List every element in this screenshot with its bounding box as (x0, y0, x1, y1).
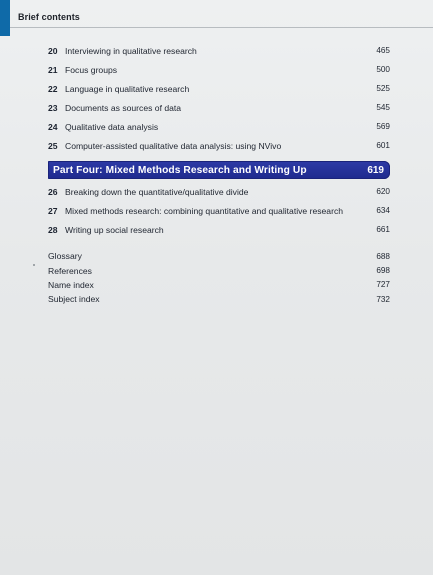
back-matter-page: 688 (376, 251, 390, 261)
chapter-page: 500 (376, 65, 390, 74)
toc-row (48, 201, 390, 220)
chapter-page: 620 (376, 187, 390, 196)
chapter-page: 465 (376, 46, 390, 55)
back-matter-title: Subject index (48, 294, 100, 305)
toc-row (48, 136, 390, 155)
chapter-title: Documents as sources of data (65, 102, 182, 113)
toc-row (48, 79, 390, 98)
chapter-number: 22 (48, 83, 58, 94)
chapter-title: Computer-assisted qualitative data analysis: using NVivo (65, 140, 282, 151)
back-matter-row (48, 263, 390, 277)
toc-row (48, 182, 390, 201)
chapter-page: 661 (376, 225, 390, 234)
chapter-title: Mixed methods research: combining quantitative and qualitative research (65, 205, 344, 216)
back-matter-title: Name index (48, 279, 94, 290)
running-head: Brief contents (18, 12, 80, 22)
chapter-title: Writing up social research (65, 224, 164, 235)
table-of-contents (48, 41, 390, 239)
toc-row (48, 41, 390, 60)
corner-tab (0, 0, 10, 36)
chapter-page: 545 (376, 103, 390, 112)
toc-row (48, 60, 390, 79)
chapter-number: 21 (48, 64, 58, 75)
back-matter-page: 698 (376, 266, 390, 276)
back-matter-page: 727 (376, 280, 390, 290)
back-matter-list (48, 249, 390, 307)
page-speck (33, 264, 35, 266)
back-matter-row (48, 278, 390, 292)
chapter-page: 525 (376, 84, 390, 93)
chapter-title: Breaking down the quantitative/qualitative divide (65, 186, 249, 197)
back-matter-title: References (48, 265, 92, 276)
toc-row (48, 98, 390, 117)
chapter-number: 28 (48, 224, 58, 235)
back-matter-page: 732 (376, 294, 390, 304)
chapter-title: Focus groups (65, 64, 118, 75)
chapter-number: 27 (48, 205, 58, 216)
chapter-number: 23 (48, 102, 58, 113)
back-matter-row (48, 249, 390, 263)
part-title: Part Four: Mixed Methods Research and Writing Up (53, 164, 307, 176)
chapter-page: 634 (376, 206, 390, 215)
back-matter-title: Glossary (48, 251, 82, 262)
chapter-number: 26 (48, 186, 58, 197)
part-page: 619 (367, 164, 384, 176)
chapter-title: Language in qualitative research (65, 83, 190, 94)
chapter-number: 24 (48, 121, 58, 132)
chapter-title: Interviewing in qualitative research (65, 45, 197, 56)
chapter-number: 25 (48, 140, 58, 151)
toc-row (48, 220, 390, 239)
chapter-page: 569 (376, 122, 390, 131)
chapter-number: 20 (48, 45, 58, 56)
header-rule (10, 27, 433, 28)
back-matter-row (48, 292, 390, 306)
part-banner (48, 161, 390, 179)
toc-row (48, 117, 390, 136)
chapter-page: 601 (376, 141, 390, 150)
chapter-title: Qualitative data analysis (65, 121, 159, 132)
